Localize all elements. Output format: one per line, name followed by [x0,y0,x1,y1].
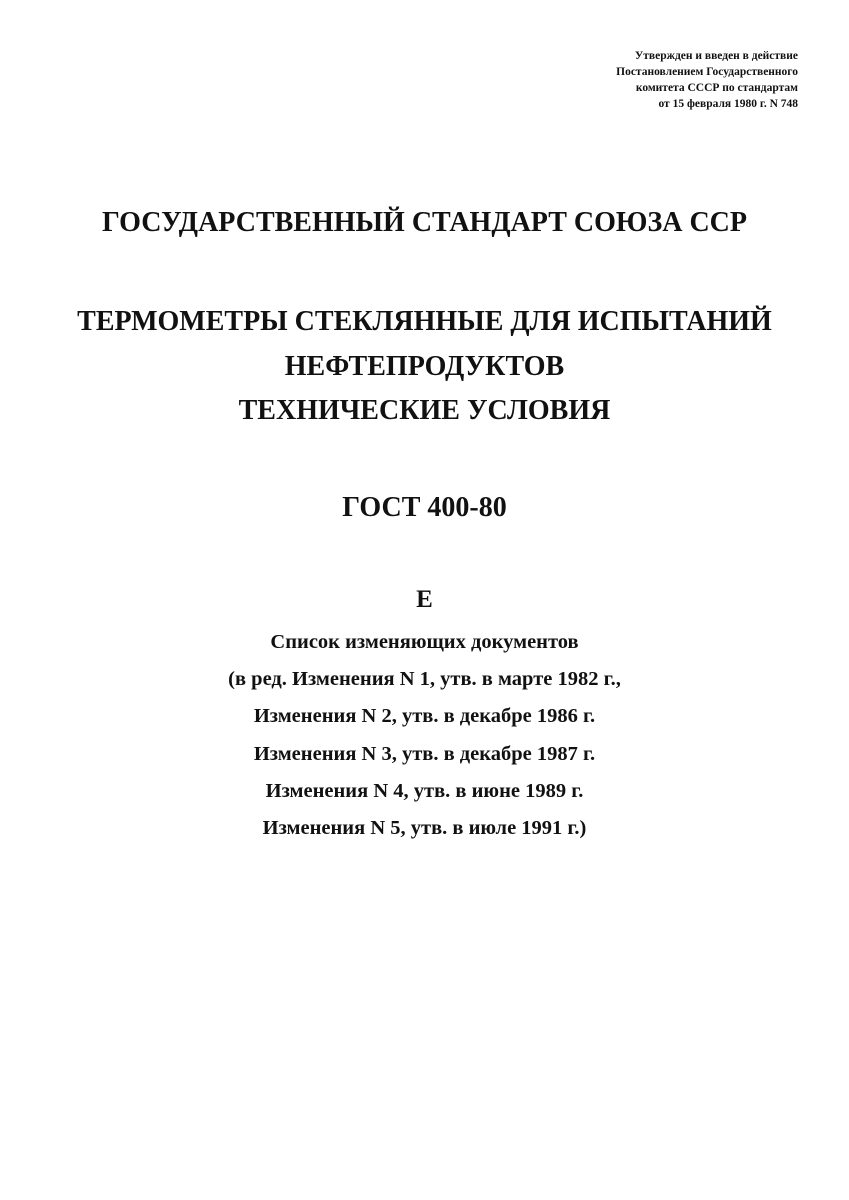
approval-line: от 15 февраля 1980 г. N 748 [658,98,798,110]
title-line: ТЕРМОМЕТРЫ СТЕКЛЯННЫЕ ДЛЯ ИСПЫТАНИЙ [77,306,772,337]
amendment-item: Изменения N 2, утв. в декабре 1986 г. [253,705,596,728]
title-line: ТЕХНИЧЕСКИЕ УСЛОВИЯ [238,395,611,426]
org-title: ГОСУДАРСТВЕННЫЙ СТАНДАРТ СОЮЗА ССР [102,207,747,238]
document-title [0,300,849,434]
amendments-list [0,624,849,847]
approval-line: комитета СССР по стандартам [635,82,798,94]
approval-note [478,48,798,112]
document-number: ГОСТ 400-80 [342,492,507,523]
amendment-item: Изменения N 3, утв. в декабре 1987 г. [253,742,596,765]
amendments-heading: Список изменяющих документов [270,631,579,653]
title-line: НЕФТЕПРОДУКТОВ [284,350,565,382]
language-mark: E [416,586,433,613]
amendment-item: Изменения N 4, утв. в июне 1989 г. [265,779,584,802]
approval-line: Постановлением Государственного [616,66,798,78]
amendment-item: (в ред. Изменения N 1, утв. в марте 1982 г., [228,668,621,691]
amendment-item: Изменения N 5, утв. в июле 1991 г.) [262,817,587,840]
approval-line: Утвержден и введен в действие [634,50,798,62]
